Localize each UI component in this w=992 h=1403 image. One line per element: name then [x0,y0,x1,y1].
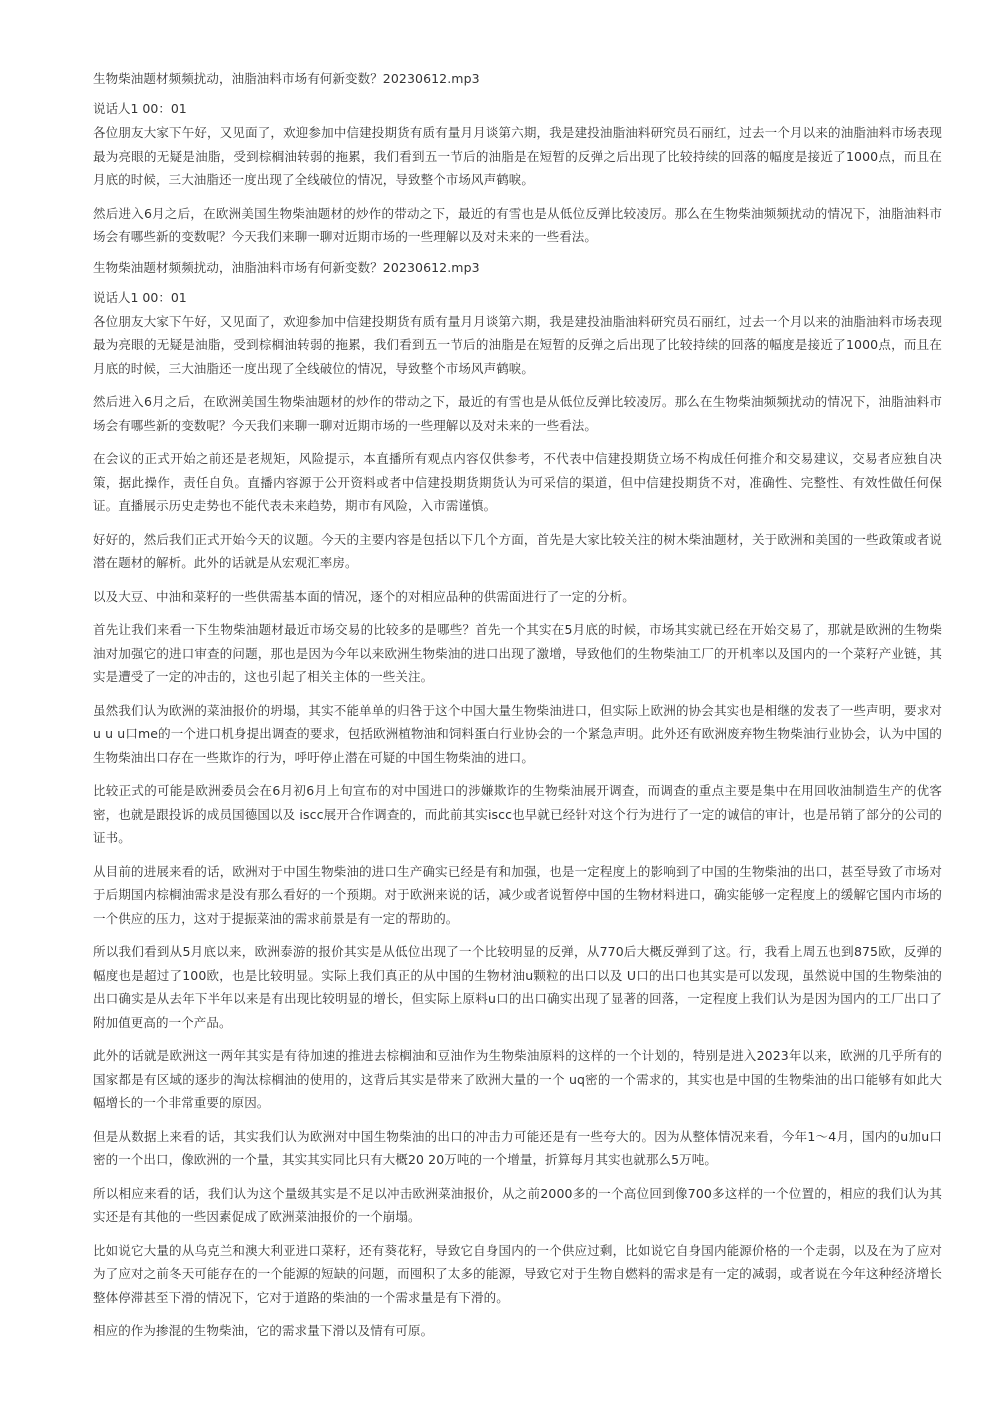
paragraph: 所以相应来看的话，我们认为这个量级其实是不足以冲击欧洲菜油报价，从之前2000多的一个高位回到像700多这样的一个位置的，相应的我们认为其实还是有其他的一些因素促成了欧洲菜油报价的一个崩塌。 [93,1185,942,1224]
paragraph: 此外的话就是欧洲这一两年其实是有待加速的推进去棕榈油和豆油作为生物柴油原料的这样的一个计划的，特别是进入2023年以来，欧洲的几乎所有的国家都是有区域的逐步的淘汰棕榈油的使用的，这背后其实是带来了欧洲大量的一个 uq密的一个需求的，其实也是中国的生物柴油的出口能够有如此大幅增长的一个非常重要的原因。 [93,1048,942,1110]
transcript-block-2 [93,259,942,1343]
paragraph: 但是从数据上来看的话，其实我们认为欧洲对中国生物柴油的出口的冲击力可能还是有一些夸大的。因为从整体情况来看，今年1～4月，国内的u加u口密的一个出口，像欧洲的一个量，其实其实同比只有大概20 20万吨的一个增量，折算每月其实也就那么5万吨。 [93,1128,942,1167]
paragraph: 然后进入6月之后，在欧洲美国生物柴油题材的炒作的带动之下，最近的有雪也是从低位反弹比较凌厉。那么在生物柴油频频扰动的情况下，油脂油料市场会有哪些新的变数呢？今天我们来聊一聊对近期市场的一些理解以及对未来的一些看法。 [93,394,942,433]
speaker-timestamp: 说话人1 00：01 [93,101,187,116]
paragraph: 以及大豆、中油和菜籽的一些供需基本面的情况，逐个的对相应品种的供需面进行了一定的分析。 [93,588,635,604]
paragraph: 相应的作为掺混的生物柴油，它的需求量下滑以及情有可原。 [93,1323,434,1338]
paragraph: 所以我们看到从5月底以来，欧洲泰游的报价其实是从低位出现了一个比较明显的反弹，从770后大概反弹到了这。行，我看上周五也到875欧，反弹的幅度也是超过了100欧，也是比较明显。实际上我们真正的从中国的生物材油u颗粒的出口以及 U口的出口也其实是可以发现，虽然说中国的生物柴油的出口确实是从去年下半年以来是有出现比较明显的增长，但实际上原料u口的出口确实出现了显著的回落，一定程度上我们认为是因为国内的工厂出口了附加值更高的一个产品。 [93,944,942,1030]
paragraph: 虽然我们认为欧洲的菜油报价的坍塌，其实不能单单的归咎于这个中国大量生物柴油进口，但实际上欧洲的协会其实也是相继的发表了一些声明，要求对 u u u口me的一个进口机身提出调查的要求，包括欧洲植物油和饲料蛋白行业协会的一个紧急声明。此外还有欧洲废弃物生物柴油行业协会，认为中国的生物柴油出口存在一些欺诈的行为，呼吁停止潜在可疑的中国生物柴油的进口。 [93,702,942,765]
document-title: 生物柴油题材频频扰动，油脂油料市场有何新变数？20230612.mp3 [93,71,480,86]
paragraph: 从目前的进展来看的话，欧洲对于中国生物柴油的进口生产确实已经是有和加强，也是一定程度上的影响到了中国的生物柴油的出口，甚至导致了市场对于后期国内棕榈油需求是没有那么看好的一个预期。对于欧洲来说的话，减少或者说暂停中国的生物材料进口，确实能够一定程度上的缓解它国内市场的一个供应的压力，这对于提振菜油的需求前景是有一定的帮助的。 [93,863,942,926]
transcript-block-1 [93,70,942,249]
paragraph: 然后进入6月之后，在欧洲美国生物柴油题材的炒作的带动之下，最近的有雪也是从低位反弹比较凌厉。那么在生物柴油频频扰动的情况下，油脂油料市场会有哪些新的变数呢？今天我们来聊一聊对近期市场的一些理解以及对未来的一些看法。 [93,205,942,244]
paragraph: 各位朋友大家下午好，又见面了，欢迎参加中信建投期货有质有量月月谈第六期，我是建投油脂油料研究员石丽红，过去一个月以来的油脂油料市场表现最为亮眼的无疑是油脂，受到棕榈油转弱的拖累，我们看到五一节后的油脂是在短暂的反弹之后出现了比较持续的回落的幅度是接近了1000点，而且在月底的时候，三大油脂还一度出现了全线破位的情况，导致整个市场风声鹤唳。 [93,125,942,187]
paragraph: 各位朋友大家下午好，又见面了，欢迎参加中信建投期货有质有量月月谈第六期，我是建投油脂油料研究员石丽红，过去一个月以来的油脂油料市场表现最为亮眼的无疑是油脂，受到棕榈油转弱的拖累，我们看到五一节后的油脂是在短暂的反弹之后出现了比较持续的回落的幅度是接近了1000点，而且在月底的时候，三大油脂还一度出现了全线破位的情况，导致整个市场风声鹤唳。 [93,313,942,376]
paragraph: 比如说它大量的从乌克兰和澳大利亚进口菜籽，还有葵花籽，导致它自身国内的一个供应过剩，比如说它自身国内能源价格的一个走弱，以及在为了应对为了应对之前冬天可能存在的一个能源的短缺的问题，而囤积了太多的能源，导致它对于生物自燃料的需求是有一定的减弱，或者说在今年这种经济增长整体停滞甚至下滑的情况下，它对于道路的柴油的一个需求量是有下滑的。 [93,1242,942,1305]
paragraph: 好好的，然后我们正式开始今天的议题。今天的主要内容是包括以下几个方面，首先是大家比较关注的树木柴油题材，关于欧洲和美国的一些政策或者说潜在题材的解析。此外的话就是从宏观汇率房。 [93,531,942,570]
paragraph: 比较正式的可能是欧洲委员会在6月初6月上旬宣布的对中国进口的涉嫌欺诈的生物柴油展开调查，而调查的重点主要是集中在用回收油制造生产的优客密，也就是跟投诉的成员国德国以及 iscc展开合作调查的，而此前其实iscc也早就已经针对这个行为进行了一定的诚信的审计，也是吊销了部分的公司的证书。 [93,783,942,845]
paragraph: 在会议的正式开始之前还是老规矩，风险提示，本直播所有观点内容仅供参考，不代表中信建投期货立场不构成任何推介和交易建议，交易者应独自决策，据此操作，责任自负。直播内容源于公开资料或者中信建投期货期货认为可采信的渠道，但中信建投期货不对，准确性、完整性、有效性做任何保证。直播展示历史走势也不能代表未来趋势，期市有风险，入市需谨慎。 [93,451,942,513]
paragraph: 首先让我们来看一下生物柴油题材最近市场交易的比较多的是哪些？首先一个其实在5月底的时候，市场其实就已经在开始交易了，那就是欧洲的生物柴油对加强它的进口审查的问题，那也是因为今年以来欧洲生物柴油的进口出现了激增，导致他们的生物柴油工厂的开机率以及国内的一个菜籽产业链，其实是遭受了一定的冲击的，这也引起了相关主体的一些关注。 [93,622,942,684]
document-title: 生物柴油题材频频扰动，油脂油料市场有何新变数？20230612.mp3 [93,259,480,275]
speaker-timestamp: 说话人1 00：01 [93,289,187,305]
